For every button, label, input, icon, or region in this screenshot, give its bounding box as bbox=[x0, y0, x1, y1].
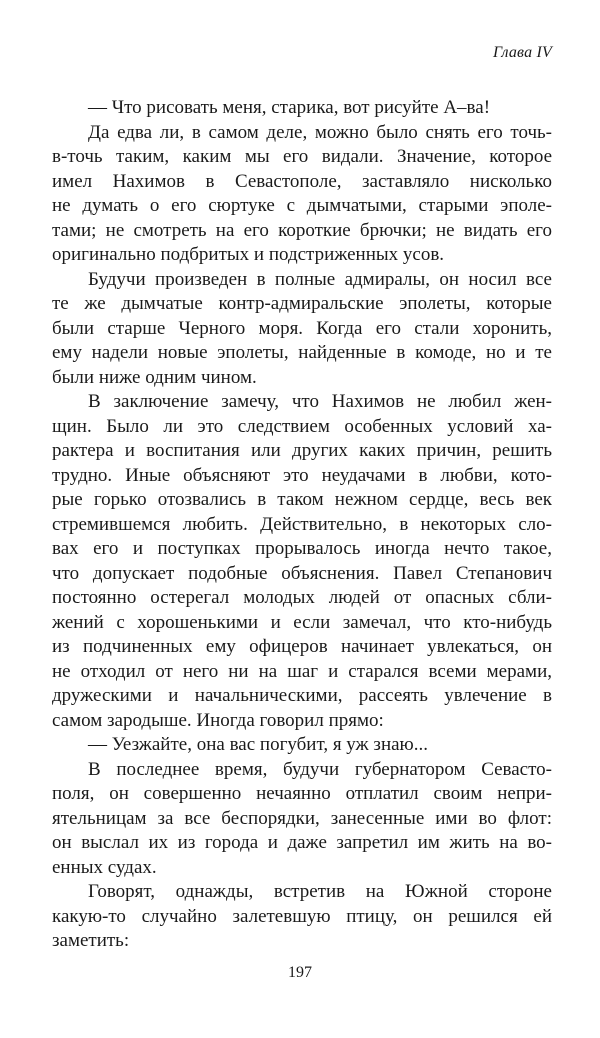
text-line: не думать о его сюртуке с дымчатыми, старыми эполе- bbox=[52, 195, 552, 216]
running-head: Глава IV bbox=[493, 44, 552, 61]
paragraph bbox=[52, 96, 552, 121]
text-line: енных судах. bbox=[52, 856, 157, 878]
text-line: те же дымчатые контр-адмиральские эполеты, которые bbox=[52, 293, 552, 314]
paragraph bbox=[52, 880, 552, 954]
text-line: ятельницам за все беспорядки, занесенные ими во флот: bbox=[52, 807, 552, 829]
text-line: рые горько отозвались в таком нежном сердце, весь век bbox=[52, 489, 552, 510]
text-line: в-точь таким, каким мы его видали. Значение, которое bbox=[52, 146, 552, 167]
text-line: Будучи произведен в полные адмиралы, он носил все bbox=[88, 268, 552, 290]
text-line: Да едва ли, в самом деле, можно было снять его точь- bbox=[88, 121, 552, 143]
paragraph bbox=[52, 758, 552, 881]
text-line: рактера и воспитания или других каких причин, решить bbox=[52, 440, 552, 461]
paragraph bbox=[52, 121, 552, 268]
text-line: трудно. Иные объясняют это неудачами в любви, кото- bbox=[52, 464, 552, 486]
text-line: он выслал их из города и даже запретил им жить на во- bbox=[52, 832, 552, 853]
text-line: поля, он совершенно нечаянно отплатил своим непри- bbox=[52, 783, 552, 804]
text-line: В заключение замечу, что Нахимов не любил жен- bbox=[88, 391, 552, 412]
text-line: жений с хорошенькими и если замечал, что кто-нибудь bbox=[52, 611, 552, 633]
text-line: вах его и поступках прорывалось иногда нечто такое, bbox=[52, 538, 552, 559]
text-line: самом зародыше. Иногда говорил прямо: bbox=[52, 709, 384, 731]
paragraph bbox=[52, 390, 552, 733]
text-line: — Что рисовать меня, старика, вот рисуйте А–ва! bbox=[88, 97, 491, 118]
paragraph bbox=[52, 268, 552, 391]
text-line: были старше Черного моря. Когда его стали хоронить, bbox=[52, 317, 552, 339]
text-line: Говорят, однажды, встретив на Южной стороне bbox=[88, 881, 552, 902]
text-line: из подчиненных ему офицеров начинает увлекаться, он bbox=[52, 636, 552, 657]
text-line: щин. Было ли это следствием особенных условий ха- bbox=[52, 415, 552, 437]
text-line: дружескими и начальническими, рассеять увлечение в bbox=[52, 685, 552, 706]
text-line: тами; не смотреть на его короткие брючки; не видать его bbox=[52, 219, 552, 241]
text-line: что допускает подобные объяснения. Павел Степанович bbox=[52, 562, 552, 584]
paragraph bbox=[52, 733, 552, 758]
text-line: были ниже одним чином. bbox=[52, 366, 257, 388]
text-line: постоянно остерегал молодых людей от опасных сбли- bbox=[52, 587, 552, 608]
text-line: имел Нахимов в Севастополе, заставляло нисколько bbox=[52, 170, 552, 192]
page-number: 197 bbox=[288, 964, 312, 981]
text-line: ему надели новые эполеты, найденные в комоде, но и те bbox=[52, 342, 552, 363]
text-line: какую-то случайно залетевшую птицу, он решился ей bbox=[52, 905, 552, 927]
text-line: заметить: bbox=[52, 930, 130, 951]
text-line: — Уезжайте, она вас погубит, я уж знаю... bbox=[88, 734, 428, 755]
text-line: не отходил от него ни на шаг и старался всеми мерами, bbox=[52, 660, 552, 682]
text-line: стремившемся любить. Действительно, в некоторых сло- bbox=[52, 513, 552, 535]
body-text bbox=[52, 96, 552, 954]
text-line: В последнее время, будучи губернатором Севасто- bbox=[88, 758, 552, 780]
text-line: оригинально подбритых и подстриженных усов. bbox=[52, 244, 445, 265]
